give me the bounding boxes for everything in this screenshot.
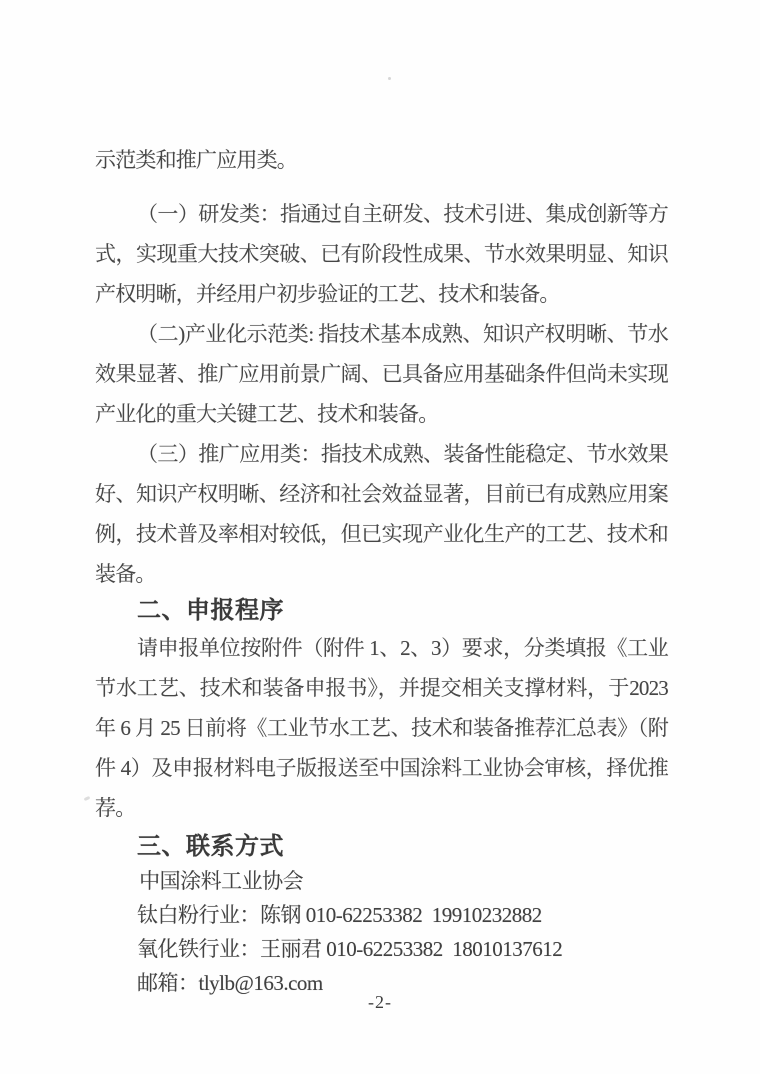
contact-email: 邮箱：tlylb@163.com bbox=[137, 971, 323, 995]
contact-iron-oxide-industry: 氧化铁行业：王丽君 010-62253382 18010137612 bbox=[137, 937, 563, 961]
scan-speck bbox=[388, 77, 391, 80]
contact-organization: 中国涂料工业协会 bbox=[139, 869, 304, 893]
paragraph-category-promotion: （三）推广应用类：指技术成熟、装备性能稳定、节水效果好、知识产权明晰、经济和社会效益显著，目前已有成熟应用案例，技术普及率相对较低，但已实现产业化生产的工艺、技术和装备。 bbox=[95, 442, 668, 586]
heading-application-procedure: 二、申报程序 bbox=[137, 597, 284, 624]
contact-info-block bbox=[95, 864, 668, 1000]
scan-speck bbox=[84, 796, 91, 801]
continuation-paragraph: 示范类和推广应用类。 bbox=[95, 148, 297, 172]
contact-titanium-dioxide-industry: 钛白粉行业：陈钢 010-62253382 19910232882 bbox=[137, 903, 542, 927]
page-number: -2- bbox=[368, 992, 392, 1012]
paragraph-procedure-body: 请申报单位按附件（附件 1、2、3）要求，分类填报《工业节水工艺、技术和装备申报书》，并提交相关支撑材料，于2023 年 6 月 25 日前将《工业节水工艺、技术和装备推荐汇总表》（附件 4）及申报材料电子版报送至中国涂料工业协会审核，择优推荐。 bbox=[95, 636, 668, 820]
paragraph-category-rd: （一）研发类：指通过自主研发、技术引进、集成创新等方式，实现重大技术突破、已有阶段性成果、节水效果明显、知识产权明晰，并经用户初步验证的工艺、技术和装备。 bbox=[95, 202, 668, 306]
heading-contact-info: 三、联系方式 bbox=[137, 833, 284, 860]
paragraph-category-industrialization-demo: （二)产业化示范类: 指技术基本成熟、知识产权明晰、节水效果显著、推广应用前景广阔、已具备应用基础条件但尚未实现产业化的重大关键工艺、技术和装备。 bbox=[95, 322, 668, 426]
